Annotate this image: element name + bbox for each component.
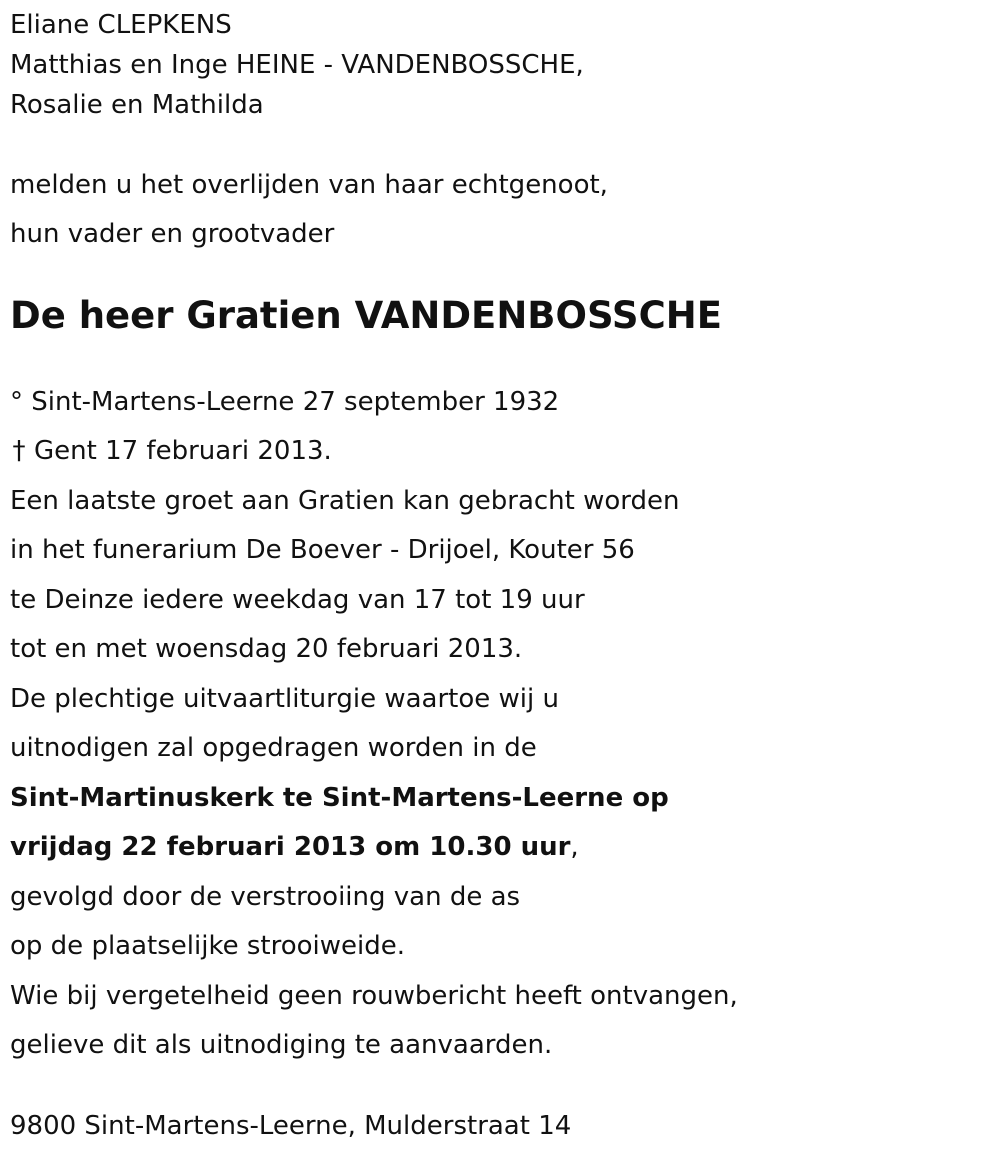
body-line: Wie bij vergetelheid geen rouwbericht heeft ontvangen, bbox=[10, 981, 738, 1011]
ceremony-date-tail: , bbox=[570, 832, 579, 862]
ceremony-date: vrijdag 22 februari 2013 om 10.30 uur bbox=[10, 832, 571, 862]
family-line-3: Rosalie en Mathilda bbox=[10, 90, 264, 120]
body-line: gevolgd door de verstrooiing van de as bbox=[10, 882, 521, 912]
announce-line-2: hun vader en grootvader bbox=[10, 219, 335, 249]
family-line-1: Eliane CLEPKENS bbox=[10, 10, 232, 40]
cross-icon: † bbox=[12, 436, 26, 466]
announce-line-1: melden u het overlijden van haar echtgenoot, bbox=[10, 170, 608, 200]
body-line: Een laatste groet aan Gratien kan gebracht worden bbox=[10, 486, 680, 516]
deceased-name: De heer Gratien VANDENBOSSCHE bbox=[10, 294, 722, 337]
address-line: 9800 Sint-Martens-Leerne, Mulderstraat 14 bbox=[10, 1111, 572, 1141]
ceremony-date-line bbox=[10, 831, 579, 863]
death-text: Gent 17 februari 2013. bbox=[34, 436, 332, 466]
body-line: gelieve dit als uitnodiging te aanvaarden. bbox=[10, 1030, 553, 1060]
body-line: te Deinze iedere weekdag van 17 tot 19 uur bbox=[10, 585, 585, 615]
family-line-2: Matthias en Inge HEINE - VANDENBOSSCHE, bbox=[10, 50, 584, 80]
body-line: De plechtige uitvaartliturgie waartoe wij u bbox=[10, 684, 559, 714]
birth-line: ° Sint-Martens-Leerne 27 september 1932 bbox=[10, 387, 560, 417]
death-line bbox=[10, 435, 332, 467]
body-line: tot en met woensdag 20 februari 2013. bbox=[10, 634, 523, 664]
body-line: in het funerarium De Boever - Drijoel, Kouter 56 bbox=[10, 535, 635, 565]
body-line: uitnodigen zal opgedragen worden in de bbox=[10, 733, 537, 763]
church-line: Sint-Martinuskerk te Sint-Martens-Leerne op bbox=[10, 783, 669, 813]
body-line: op de plaatselijke strooiweide. bbox=[10, 931, 405, 961]
